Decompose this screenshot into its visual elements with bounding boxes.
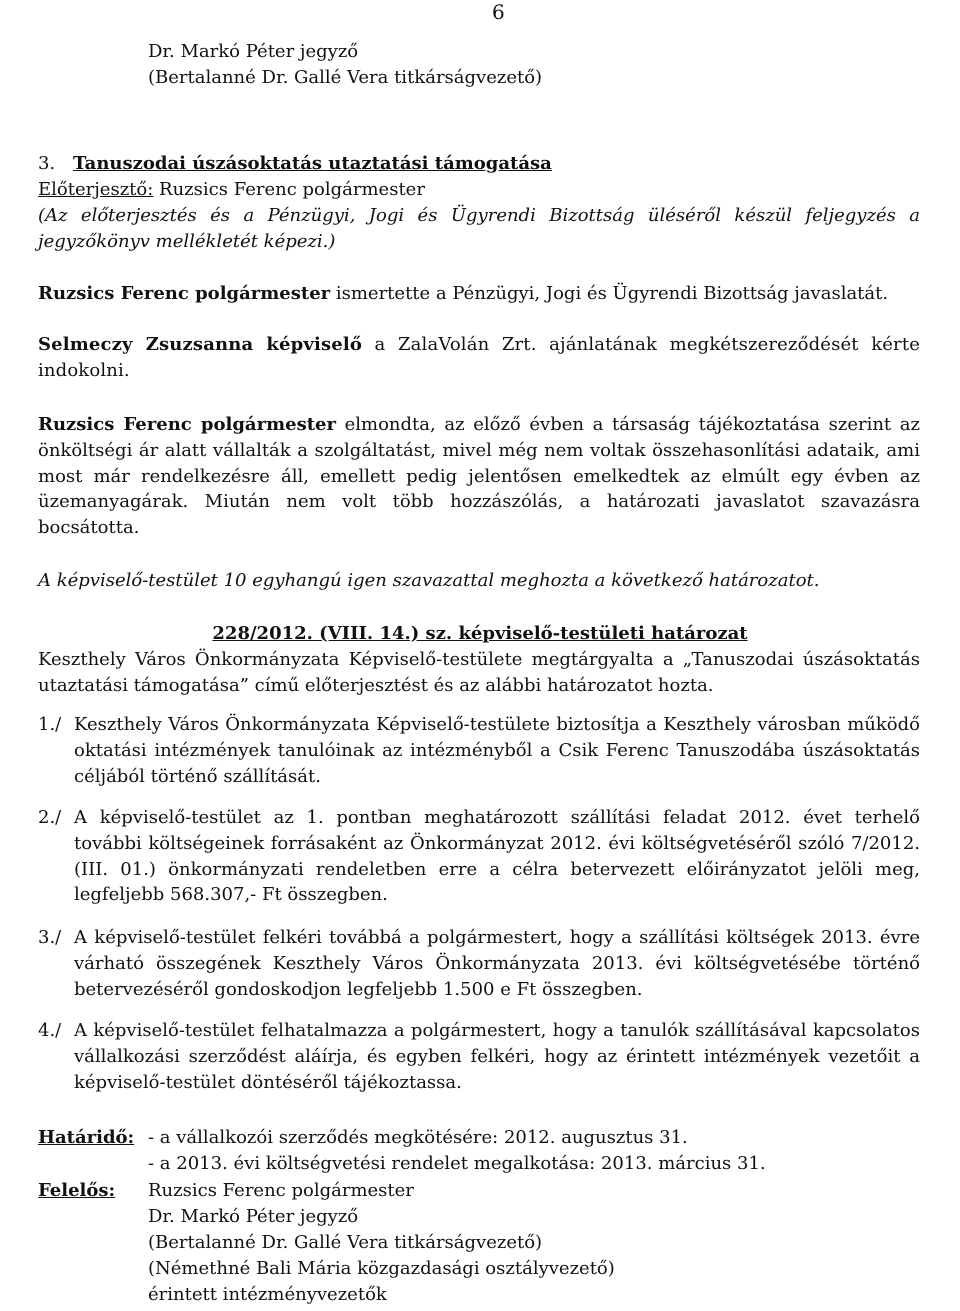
deadline-label: Határidő: <box>38 1127 135 1148</box>
page-number: 6 <box>492 0 505 24</box>
responsible-label: Felelős: <box>38 1180 116 1201</box>
item-number: 2./ <box>38 807 62 828</box>
agenda-title-line <box>38 151 920 177</box>
item-text: A képviselő-testület az 1. pontban meghatározott szállítási feladat 2012. évet terhelő további költségeinek forrásaként az Önkormányzat 2012. évi költségvetéséről szóló 7/2012. (III. 01.) önkormányzati rendeletben erre a célra betervezett előirányzatot jelöli meg, legfeljebb 568.307,- Ft összegben. <box>74 807 920 906</box>
paragraph-3 <box>38 412 920 541</box>
paragraph-2 <box>38 332 920 384</box>
presenter-line <box>38 177 920 203</box>
item-text: A képviselő-testület felkéri továbbá a polgármestert, hogy a szállítási költségek 2013. évre várható összegének Keszthely Város Önkormányzata 2013. évi költségvetésébe történő betervezéséről gondoskodjon legfeljebb 1.500 e Ft összegben. <box>74 927 920 1000</box>
item-number: 1./ <box>38 714 62 735</box>
paragraph-text: elmondta, az előző évben a társaság tájékoztatása szerint az önköltségi ár alatt vállalták a szolgáltatást, mivel még nem voltak összehasonlítási adataik, ami most már rendelkezésre áll, emellett pedig jelentősen emelkedtek az elmúlt egy évben az üzemanyagárak. Miután nem volt több hozzászólás, a határozati javaslatot szavazásra bocsátotta. <box>38 414 921 539</box>
presenter-label: Előterjesztő: <box>38 179 154 200</box>
deadline-line: - a 2013. évi költségvetési rendelet megalkotása: 2013. március 31. <box>148 1153 766 1174</box>
item-number: 3./ <box>38 927 62 948</box>
resolution-intro: Keszthely Város Önkormányzata Képviselő-testülete megtárgyalta a „Tanuszodai úszásoktatás utaztatási támogatása” című előterjesztést és az alábbi határozatot hozta. <box>38 649 920 696</box>
responsible-line: (Némethné Bali Mária közgazdasági osztályvezető) <box>148 1258 615 1279</box>
responsible-line: (Bertalanné Dr. Gallé Vera titkárságvezető) <box>148 1232 543 1253</box>
responsible-line: Ruzsics Ferenc polgármester <box>148 1180 414 1201</box>
presenter-name: Ruzsics Ferenc polgármester <box>153 179 425 200</box>
agenda-note: (Az előterjesztés és a Pénzügyi, Jogi és Ügyrendi Bizottság üléséről készül feljegyzés a jegyzőkönyv mellékletét képezi.) <box>38 205 920 252</box>
deadline-line: - a vállalkozói szerződés megkötésére: 2012. augusztus 31. <box>148 1127 688 1148</box>
agenda-title: Tanuszodai úszásoktatás utaztatási támogatása <box>73 153 552 174</box>
responsible-line: érintett intézményvezetők <box>148 1284 387 1305</box>
paragraph-text: ismertette a Pénzügyi, Jogi és Ügyrendi Bizottság javaslatát. <box>330 283 889 304</box>
item-text: Keszthely Város Önkormányzata Képviselő-testülete biztosítja a Keszthely városban működő oktatási intézmények tanulóinak az intézményből a Csik Ferenc Tanuszodába úszásoktatás céljából történő szállítását. <box>74 714 920 787</box>
signatory-notary: Dr. Markó Péter jegyző <box>148 41 359 62</box>
paragraph-text: a ZalaVolán Zrt. ajánlatának megkétszereződését kérte indokolni. <box>38 334 920 381</box>
responsible-line: Dr. Markó Péter jegyző <box>148 1206 359 1227</box>
speaker-name: Selmeczy Zsuzsanna képviselő <box>38 334 362 355</box>
agenda-number: 3. <box>38 153 56 174</box>
speaker-name: Ruzsics Ferenc polgármester <box>38 414 336 435</box>
vote-statement: A képviselő-testület 10 egyhangú igen szavazattal meghozta a következő határozatot. <box>38 570 820 591</box>
resolution-heading: 228/2012. (VIII. 14.) sz. képviselő-testületi határozat <box>212 623 748 644</box>
item-number: 4./ <box>38 1020 62 1041</box>
item-text: A képviselő-testület felhatalmazza a polgármestert, hogy a tanulók szállításával kapcsolatos vállalkozási szerződést aláírja, és egyben felkéri, hogy az érintett intézmények vezetőit a képviselő-testület döntéséről tájékoztassa. <box>74 1020 920 1093</box>
signatory-secretary: (Bertalanné Dr. Gallé Vera titkárságvezető) <box>148 67 543 88</box>
paragraph-1 <box>38 281 920 307</box>
speaker-name: Ruzsics Ferenc polgármester <box>38 283 331 304</box>
